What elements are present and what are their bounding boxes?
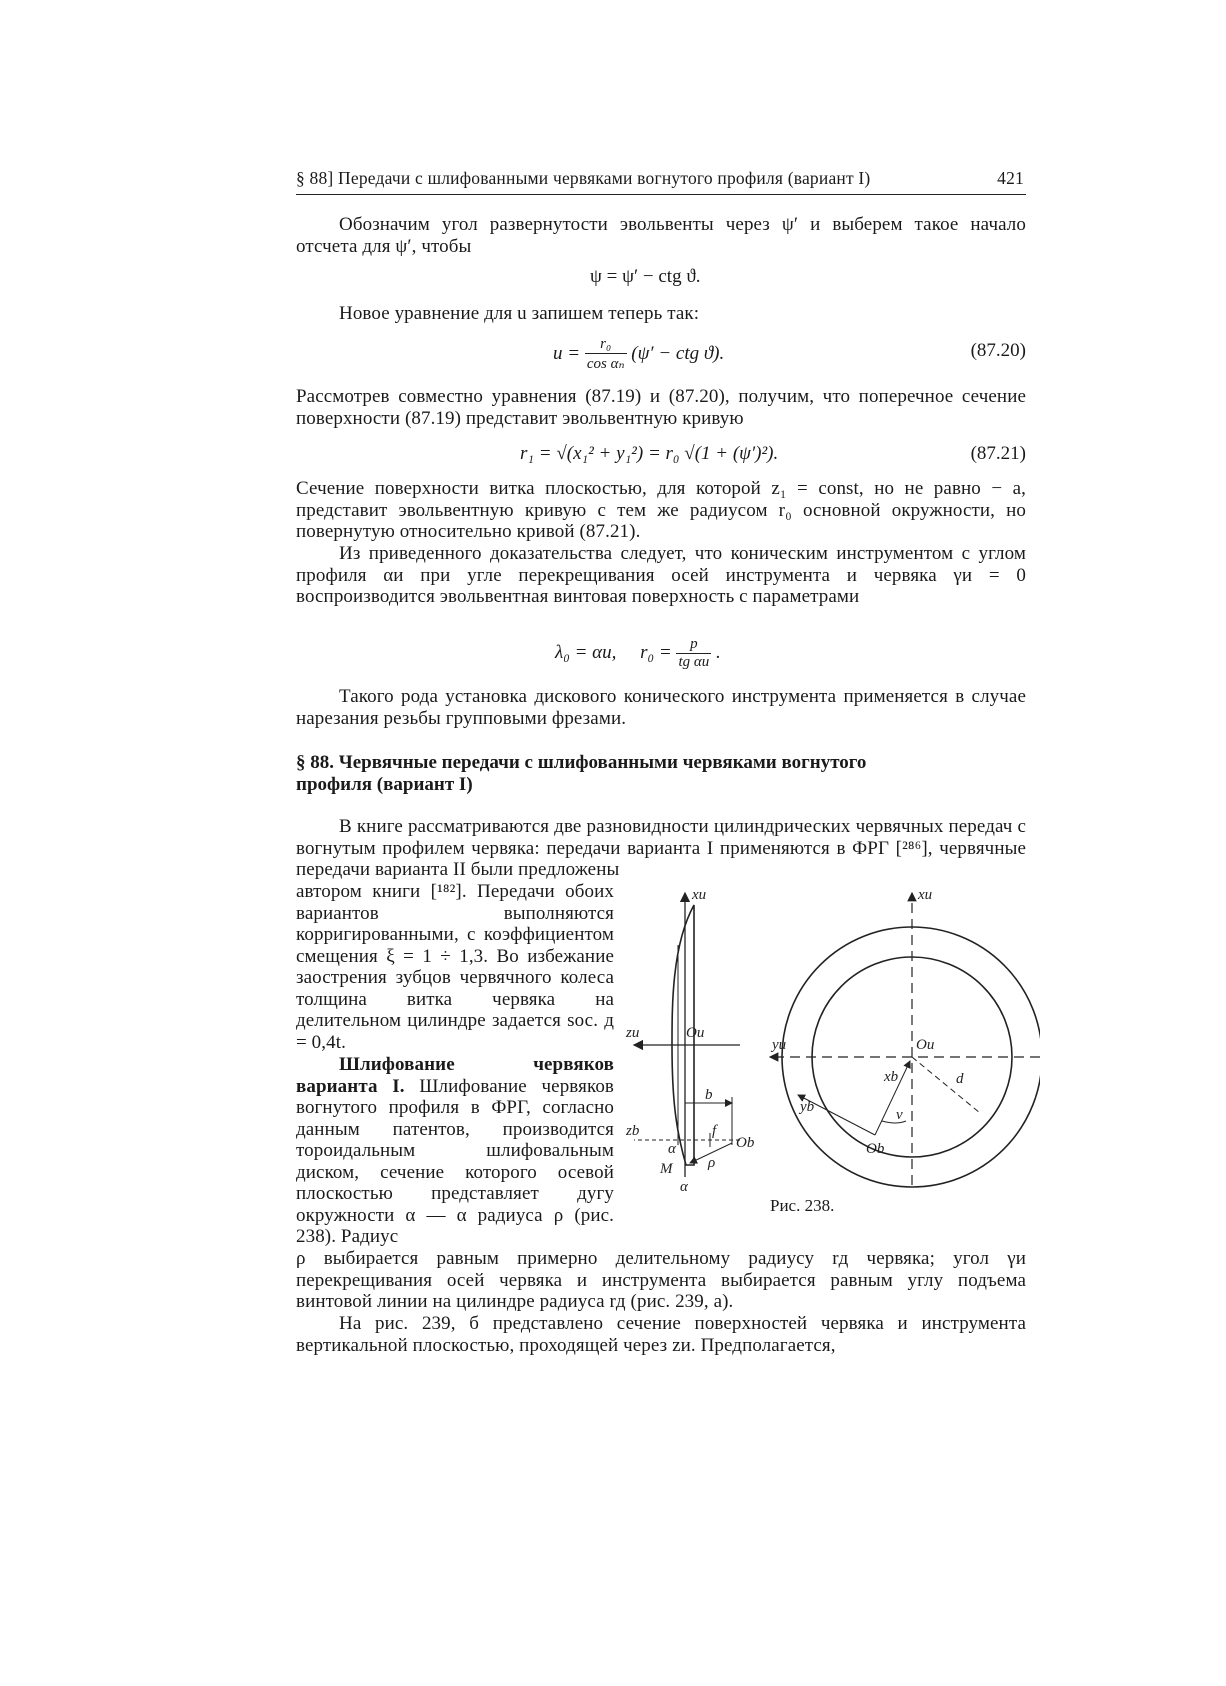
paragraph-7: В книге рассматриваются две разновидности цилиндрических червячных передач с вогнутым профилем червяка: передачи варианта I применяются в ФРГ [²⁸⁶], червячные передачи варианта II были предложены <box>296 816 1026 880</box>
label-alpha-top: α <box>668 1141 676 1157</box>
equation-u-lhs: u = <box>553 342 581 364</box>
d-radius <box>912 1057 980 1113</box>
label-xu-left: xи <box>692 887 707 903</box>
paragraph-9 <box>296 1054 614 1248</box>
label-zb: zb <box>626 1123 640 1139</box>
equation-u-rhs: (ψ′ − ctg ϑ). <box>631 342 725 364</box>
equation-psi: ψ = ψ′ − ctg ϑ. <box>590 266 701 287</box>
paragraph-5: Из приведенного доказательства следует, что коническим инструментом с углом профиля αи при угле перекрещивания осей инструмента и червяка γи = 0 воспроизводится эвольвентная винтовая поверхность с параметрами <box>296 543 1026 607</box>
paragraph-6: Такого рода установка дискового конического инструмента применяется в случае нарезания резьбы групповыми фрезами. <box>296 686 1026 729</box>
equation-params-r0: r₀ = <box>640 641 672 663</box>
label-d: d <box>956 1071 964 1087</box>
equation-params-numerator: p <box>676 636 711 654</box>
running-header <box>296 168 1026 195</box>
paragraph-9-lead: Шлифование червяков варианта I. <box>296 1054 614 1097</box>
equation-u <box>553 336 724 373</box>
equation-u-numerator: r₀ <box>585 336 627 354</box>
equation-number-87-20: (87.20) <box>970 340 1026 361</box>
paragraph-11: На рис. 239, б представлено сечение поверхностей червяка и инструмента вертикальной плоскостью, проходящей через zи. Предполагается, <box>296 1313 1026 1356</box>
label-xu-right: xи <box>918 887 933 903</box>
label-b: b <box>705 1087 713 1103</box>
label-ob-left: Ob <box>736 1135 755 1151</box>
label-xb: xb <box>884 1069 899 1085</box>
equation-r1: r₁ = √(x₁² + y₁²) = r₀ √(1 + (ψ′)²). <box>520 443 779 464</box>
label-yu: yи <box>772 1037 787 1053</box>
label-m: M <box>660 1161 673 1177</box>
label-alpha-bottom: α <box>680 1179 688 1195</box>
label-ou-left: Oи <box>686 1025 705 1041</box>
section-heading: § 88. Червячные передачи с шлифованными червяками вогнутого профиля (вариант I) <box>296 752 867 795</box>
label-yb: yb <box>800 1099 815 1115</box>
paragraph-10: ρ выбирается равным примерно делительному радиусу rд червяка; угол γи перекрещивания осей червяка и инструмента выбирается равным углу подъема винтовой линии на цилиндре радиуса rд (рис. 239, а). <box>296 1248 1026 1312</box>
equation-params: λ₀ = αи, r₀ = $\frac{p}{\text{tg αи}}$ . <box>555 636 721 670</box>
equation-params-denominator: tg αи <box>678 654 710 670</box>
label-zu: zи <box>626 1025 640 1041</box>
paragraph-9-text: Шлифование червяков вогнутого профиля в ФРГ, согласно данным патентов, производится тороидальным шлифовальным диском, сечение которого осевой плоскостью представляет дугу окружности α — α радиуса ρ (рис. 238). Радиус <box>296 1075 614 1247</box>
paragraph-3: Рассмотрев совместно уравнения (87.19) и (87.20), получим, что поперечное сечение поверхности (87.19) представит эвольвентную кривую <box>296 386 1026 429</box>
running-header-title: § 88] Передачи с шлифованными червяками вогнутого профиля (вариант I) <box>296 168 871 188</box>
label-ob-right: Ob <box>866 1141 885 1157</box>
label-nu: ν <box>896 1107 903 1123</box>
equation-params-lambda: λ₀ = αи, <box>555 641 617 663</box>
equation-u-denominator: cos αₙ <box>586 356 625 372</box>
figure-238 <box>620 885 1040 1195</box>
figure-caption: Рис. 238. <box>770 1196 835 1215</box>
paragraph-8: автором книги [¹⁸²]. Передачи обоих вариантов выполняются корригированными, с коэффициентом смещения ξ = 1 ÷ 1,3. Во избежание заострения зубцов червячного колеса толщина витка червяка на делительном цилиндре задается sос. д = 0,4t. <box>296 881 614 1053</box>
paragraph-1: Обозначим угол развернутости эвольвенты через ψ′ и выберем такое начало отсчета для ψ′, чтобы <box>296 214 1026 257</box>
paragraph-2: Новое уравнение для u запишем теперь так: <box>339 303 700 324</box>
paragraph-4: Сечение поверхности витка плоскостью, для которой z₁ = const, но не равно − a, представит эвольвентную кривую с тем же радиусом r₀ основной окружности, но повернутую относительно кривой (87.21). <box>296 478 1026 542</box>
equation-params-fraction <box>676 636 711 671</box>
equation-u-fraction <box>585 336 627 373</box>
label-rho: ρ <box>708 1155 716 1171</box>
label-ou-right: Oи <box>916 1037 935 1053</box>
label-f: f <box>712 1123 717 1139</box>
equation-number-87-21: (87.21) <box>970 443 1026 464</box>
page-number: 421 <box>997 168 1024 188</box>
